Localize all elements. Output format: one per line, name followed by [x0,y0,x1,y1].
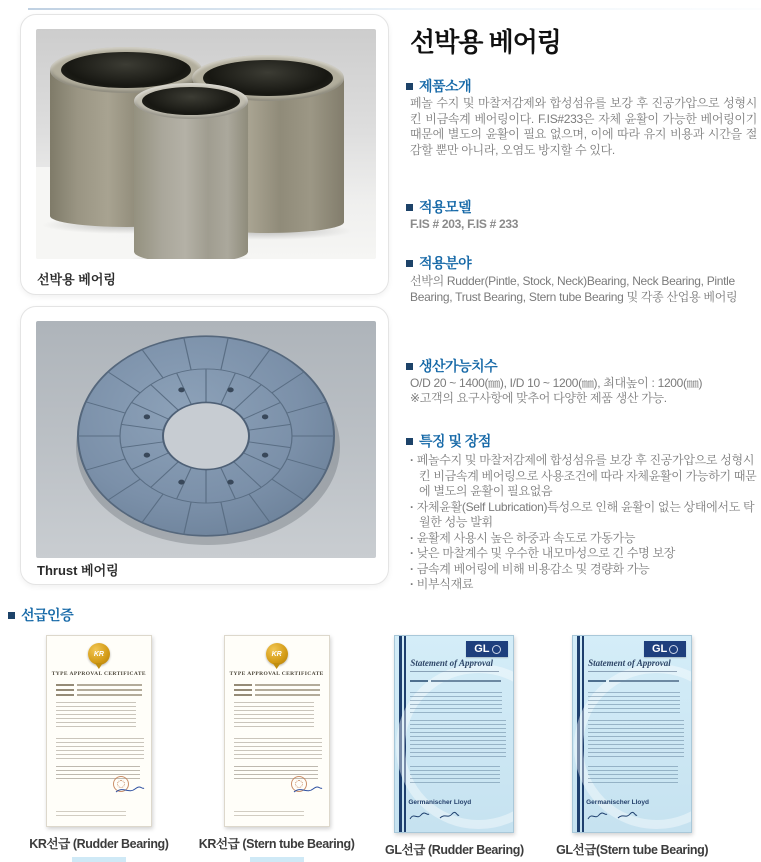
feature-item: · 비부식재료 [410,577,757,593]
thumbnail-strip [72,857,126,862]
certificate-fields [56,684,142,699]
section-heading-models [406,197,471,217]
kr-certificate-sterntube [224,635,330,827]
section-heading-label: 제품소개 [419,78,472,94]
certificate-title: TYPE APPROVAL CERTIFICATE [229,671,324,677]
kr-certificate-rudder [46,635,152,827]
section-heading-certification [8,605,73,625]
gl-certificate-rudder [394,635,514,833]
feature-item: · 자체윤활(Self Lubrication)특성으로 인해 윤활이 없는 상태에서도 탁월한 성능 발휘 [410,500,757,531]
section-heading-label: 생산가능치수 [419,358,498,374]
feature-item: · 페놀수지 및 마찰저감제에 합성섬유를 보강 후 진공가압으로 성형시킨 비금속계 베어링으로 사용조건에 따라 자체윤활이 가능하기 때문에 별도의 윤활이 필요없음 [410,453,757,500]
intro-body: 페놀 수지 및 마찰저감제와 합성섬유를 보강 후 진공가압으로 성형시킨 비금속계 베어링이다. F.IS#233은 자체 윤활이 가능한 베어링이기 때문에 별도의 윤활이 필요 없으며, 이에 따라 유지 비용과 시간을 절감할 뿐만 아니라, 오염도 방지할 수 있다. [410,96,757,157]
section-heading-intro [406,76,471,96]
signature-icon [408,810,460,822]
certificate-paragraph [410,692,502,714]
section-heading-label: 적용모델 [419,199,472,215]
signature-icon [293,782,323,800]
certificate-issuer: Germanischer Lloyd [408,799,472,806]
certificate-caption: GL선급(Stern tube Bearing) [556,843,709,857]
top-divider [28,8,761,10]
certificate-paragraph [410,720,506,760]
certificate-paragraph [234,702,314,730]
certificate-paragraph [56,702,136,730]
certificate-fields [588,680,679,685]
page-title: 선박용 베어링 [410,27,561,57]
thrust-disc-drawing [36,321,376,558]
feature-item: · 낮은 마찰계수 및 우수한 내모마성으로 긴 수명 보장 [410,546,757,562]
certificate-title: Statement of Approval [410,658,499,672]
certificates-row [10,635,721,862]
certificate-paragraph [56,738,144,762]
sleeve-bearings-photo [36,29,376,259]
photo-caption: 선박용 베어링 [37,272,116,287]
feature-item: · 윤활제 사용시 높은 하중과 속도로 가동가능 [410,531,757,547]
features-list [410,453,757,593]
certificate-fields [410,680,501,685]
section-bullet-icon [406,83,413,90]
certificate-column-kr-rudder [10,635,188,862]
certificate-caption: GL선급 (Rudder Bearing) [385,843,524,857]
product-photo-card-sleeve-bearings [20,14,389,295]
certificate-column-gl-sterntube [543,635,721,862]
section-heading-features [406,431,491,451]
certificate-paragraph [588,766,678,784]
certificate-paragraph [56,766,140,780]
thrust-bearing-photo [36,321,376,558]
photo-caption: Thrust 베어링 [37,563,119,578]
signature-icon [115,782,145,800]
certificate-caption: KR선급 (Rudder Bearing) [29,837,169,851]
models-body: F.IS # 203, F.IS # 233 [410,217,519,231]
section-heading-label: 적용분야 [419,255,472,271]
certificate-paragraph [410,766,500,784]
kr-gold-seal-icon: KR [266,643,288,665]
gl-logo: GL [466,641,508,657]
signature-icon [586,810,638,822]
gl-logo: GL [644,641,686,657]
certificate-column-gl-rudder [366,635,544,862]
certificate-footnote [234,811,304,819]
section-bullet-icon [8,612,15,619]
section-bullet-icon [406,260,413,267]
section-heading-label: 선급인증 [21,607,74,623]
section-bullet-icon [406,363,413,370]
kr-gold-seal-icon: KR [88,643,110,665]
section-heading-label: 특징 및 장점 [419,433,491,449]
certificate-issuer: Germanischer Lloyd [586,799,649,806]
product-photo-card-thrust-bearing [20,306,389,585]
gl-certificate-sterntube [572,635,692,833]
certificate-fields [234,684,320,699]
section-heading-dimensions [406,356,497,376]
bearing-cylinder-center [134,83,248,259]
certificate-paragraph [588,720,684,760]
certificate-title: Statement of Approval [588,658,677,672]
certificate-paragraph [588,692,680,714]
dimensions-line1: O/D 20 ~ 1400(㎜), I/D 10 ~ 1200(㎜), 최대높이 : 1200(㎜) [410,376,703,390]
certificate-column-kr-sterntube [188,635,366,862]
gl-logo-globe-icon [669,645,678,654]
dimensions-line2: ※고객의 요구사항에 맞추어 다양한 제품 생산 가능. [410,391,667,405]
certificate-paragraph [234,738,322,762]
gl-logo-globe-icon [492,645,501,654]
certificate-caption: KR선급 (Stern tube Bearing) [198,837,355,851]
thumbnail-strip [250,857,304,862]
feature-item: · 금속계 베어링에 비해 비용감소 및 경량화 가능 [410,562,757,578]
applications-body: 선박의 Rudder(Pintle, Stock, Neck)Bearing, Neck Bearing, Pintle Bearing, Trust Bearing, Stern tube Bearing 및 각종 산업용 베어링 [410,274,738,304]
section-heading-applications [406,253,471,273]
section-bullet-icon [406,204,413,211]
certificate-title: TYPE APPROVAL CERTIFICATE [51,671,146,677]
section-bullet-icon [406,438,413,445]
certificate-footnote [56,811,126,819]
